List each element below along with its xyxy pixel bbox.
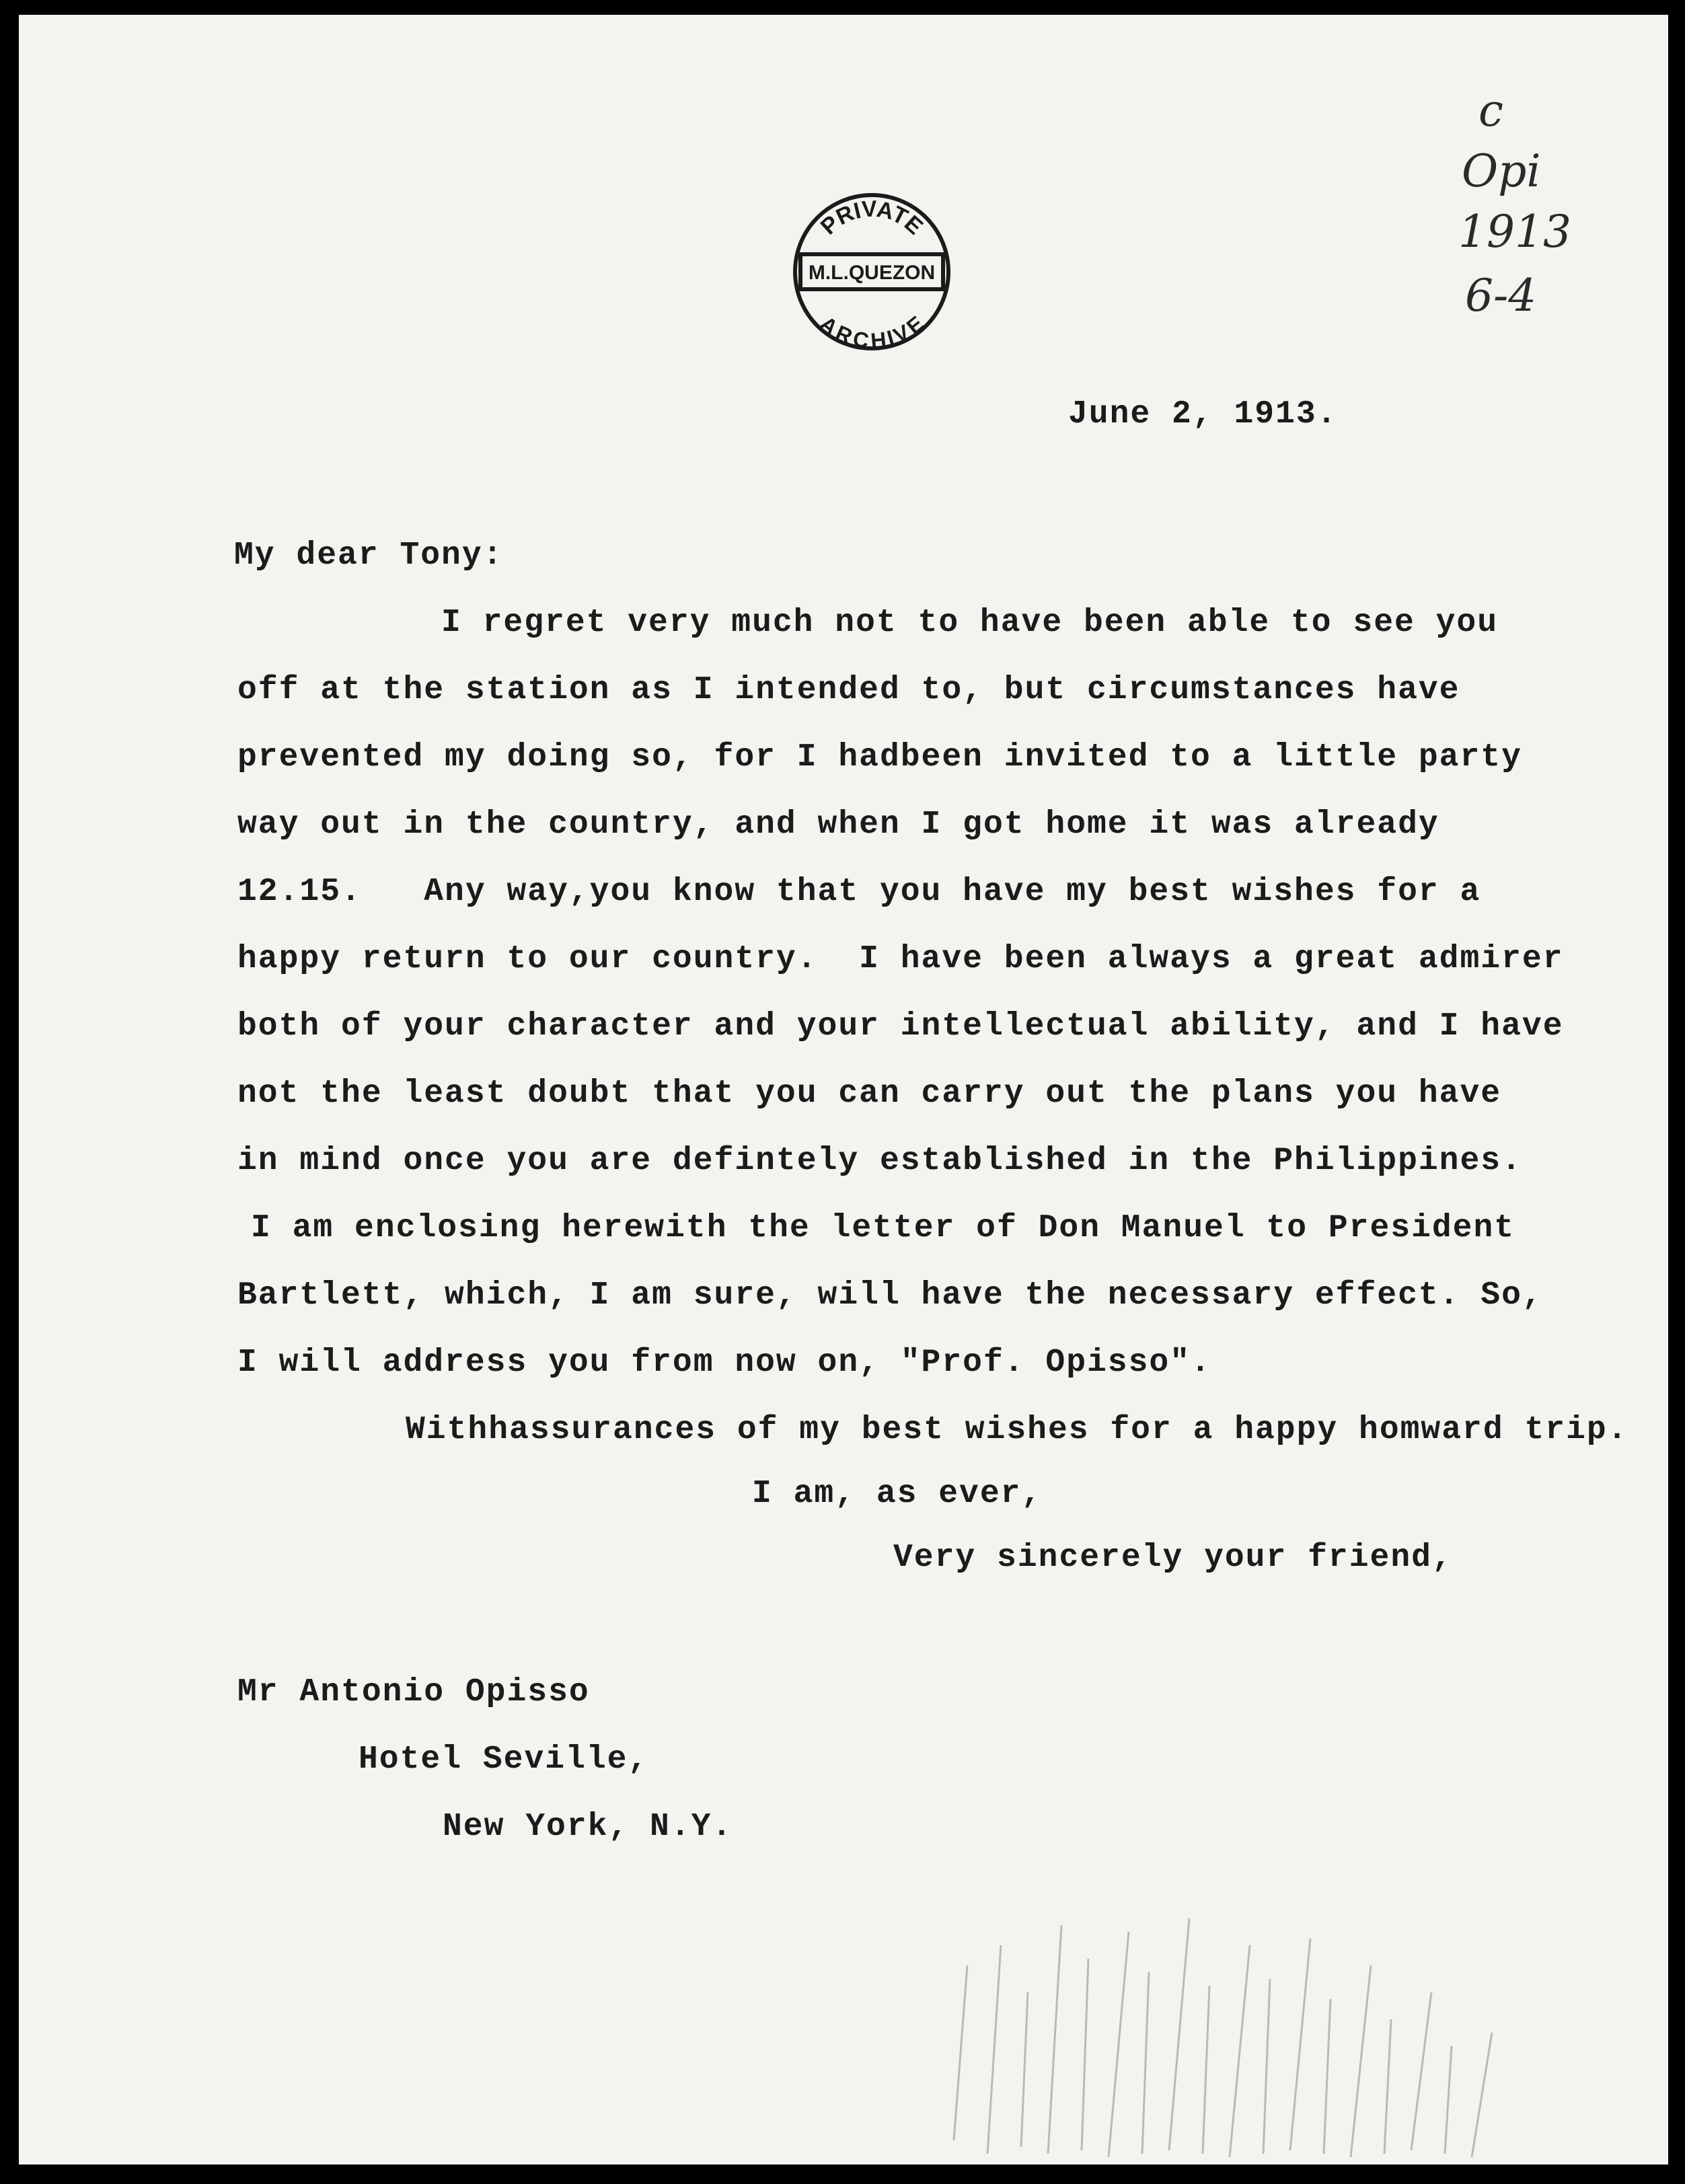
recipient-name: Mr Antonio Opisso bbox=[237, 1674, 590, 1710]
annotation-line-1: c bbox=[1478, 85, 1503, 137]
bleed-through-marks bbox=[927, 1885, 1566, 2160]
annotation-line-2: Opi bbox=[1462, 145, 1541, 197]
closing-line-2: Very sincerely your friend, bbox=[893, 1540, 1453, 1576]
annotation-line-4: 6-4 bbox=[1465, 270, 1537, 322]
body-line: I am enclosing herewith the letter of Don Manuel to President bbox=[251, 1210, 1515, 1246]
body-line: way out in the country, and when I got home it was already bbox=[237, 806, 1439, 843]
stamp-center-text: M.L.QUEZON bbox=[808, 262, 936, 284]
body-line: off at the station as I intended to, but circumstances have bbox=[237, 672, 1460, 708]
body-line: Withhassurances of my best wishes for a happy homward trip. bbox=[406, 1412, 1628, 1448]
letter-date: June 2, 1913. bbox=[1068, 396, 1338, 432]
body-line: prevented my doing so, for I hadbeen invited to a little party bbox=[237, 739, 1522, 776]
recipient-city: New York, N.Y. bbox=[443, 1809, 733, 1845]
recipient-hotel: Hotel Seville, bbox=[359, 1741, 649, 1778]
closing-line-1: I am, as ever, bbox=[752, 1476, 1043, 1512]
stamp-bottom-text: ARCHIVE bbox=[815, 311, 929, 352]
body-line: I will address you from now on, "Prof. Opisso". bbox=[237, 1345, 1211, 1381]
salutation: My dear Tony: bbox=[234, 537, 504, 574]
body-line: both of your character and your intellectual ability, and I have bbox=[237, 1008, 1564, 1045]
letter-page bbox=[19, 15, 1668, 2164]
body-line: happy return to our country. I have been always a great admirer bbox=[237, 941, 1564, 977]
body-line: 12.15. Any way,you know that you have my best wishes for a bbox=[237, 874, 1481, 910]
archive-stamp bbox=[791, 191, 952, 352]
body-line: Bartlett, which, I am sure, will have the necessary effect. So, bbox=[237, 1277, 1543, 1314]
annotation-line-3: 1913 bbox=[1458, 206, 1571, 258]
body-line: not the least doubt that you can carry out the plans you have bbox=[237, 1076, 1502, 1112]
body-line: in mind once you are defintely established in the Philippines. bbox=[237, 1143, 1522, 1179]
body-line: I regret very much not to have been able to see you bbox=[441, 605, 1499, 641]
stamp-top-text: PRIVATE bbox=[815, 196, 928, 240]
